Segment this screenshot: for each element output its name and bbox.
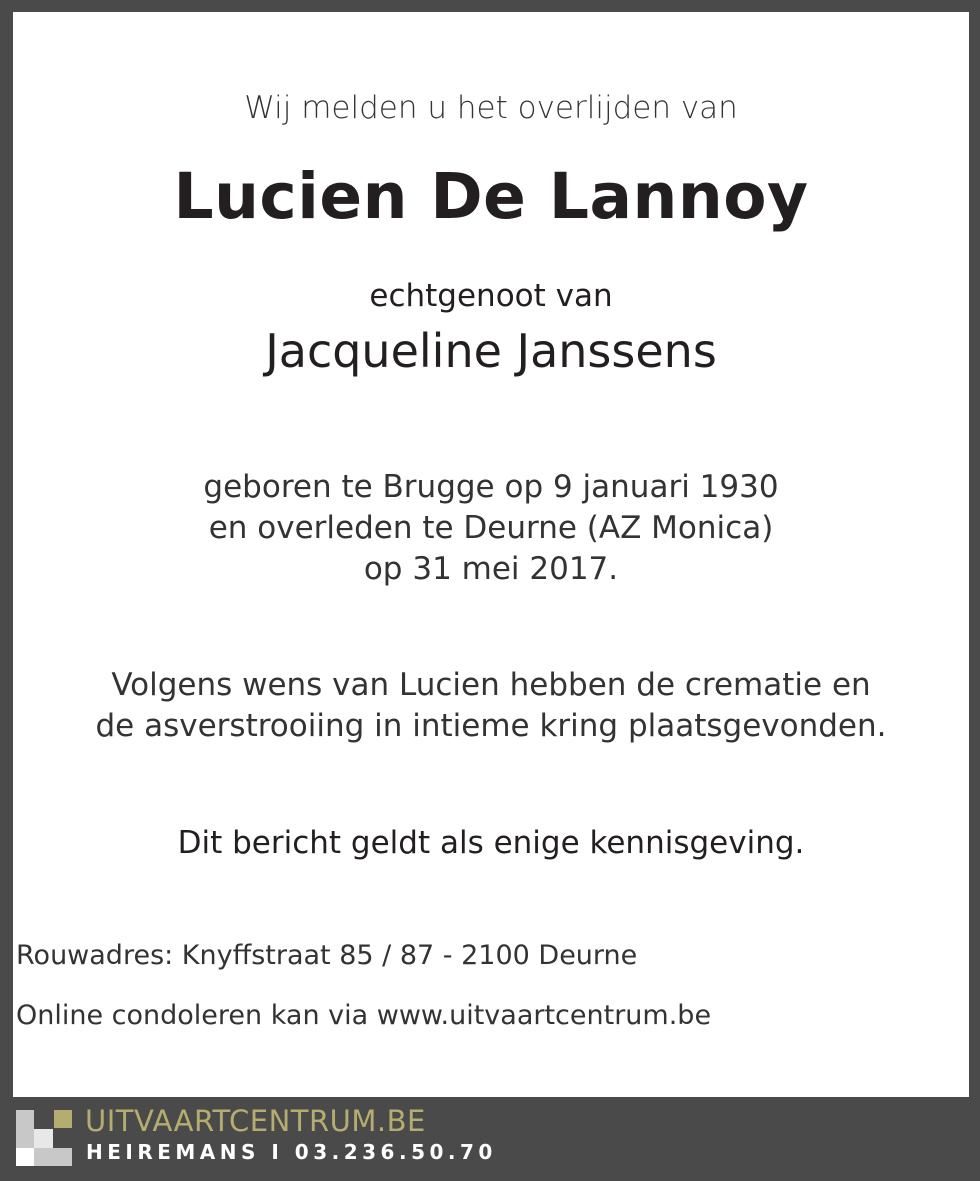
cremation-wish xyxy=(13,665,969,747)
stacked-squares-logo-icon xyxy=(16,1110,72,1166)
birth-line: geboren te Brugge op 9 januari 1930 xyxy=(203,469,779,505)
funeral-home-footer xyxy=(13,1100,969,1169)
death-notice-card xyxy=(13,12,969,1097)
online-condolence-text: Online condoleren kan via www.uitvaartcentrum.be xyxy=(16,1000,712,1031)
deceased-name: Lucien De Lannoy xyxy=(173,160,809,233)
mourning-address: Rouwadres: Knyffstraat 85 / 87 - 2100 Deurne xyxy=(16,940,638,971)
spouse-label: echtgenoot van xyxy=(369,278,613,314)
wish-line: Volgens wens van Lucien hebben de crematie en xyxy=(111,667,871,703)
birth-death-details xyxy=(13,467,969,590)
funeral-home-brand: UITVAARTCENTRUM.BE xyxy=(85,1104,426,1138)
intro-text: Wij melden u het overlijden van xyxy=(244,90,738,126)
wish-line: de asverstrooiing in intieme kring plaatsgevonden. xyxy=(95,708,887,744)
death-place-line: en overleden te Deurne (AZ Monica) xyxy=(208,510,774,546)
spouse-name: Jacqueline Janssens xyxy=(265,324,717,378)
death-date-line: op 31 mei 2017. xyxy=(363,551,619,587)
notice-text: Dit bericht geldt als enige kennisgeving. xyxy=(177,825,805,861)
funeral-home-contact: HEIREMANS I 03.236.50.70 xyxy=(86,1140,497,1164)
